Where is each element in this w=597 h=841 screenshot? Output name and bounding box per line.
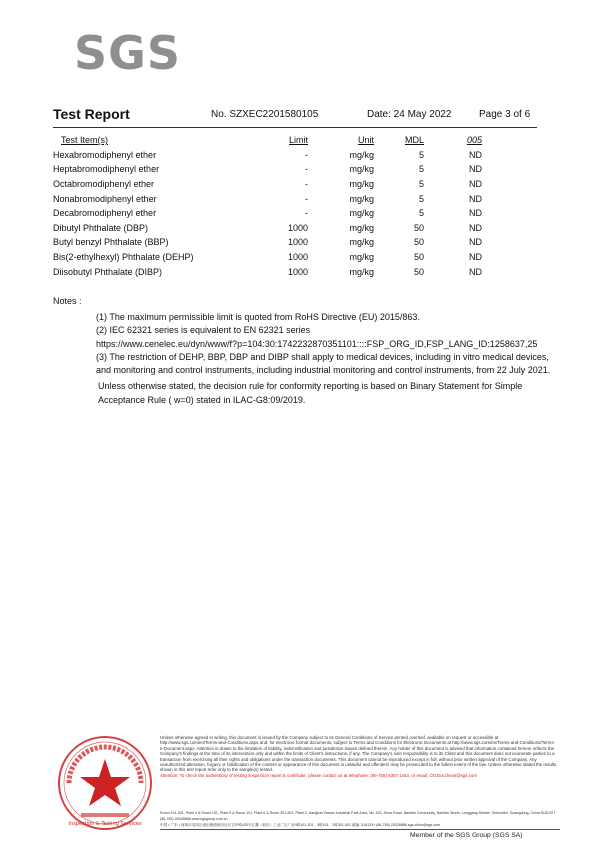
cell-mdl: 50 [413,222,424,233]
cell-item: Decabromodiphenyl ether [53,208,157,219]
report-title: Test Report [53,106,130,122]
header-divider [53,127,537,128]
cell-mdl: 5 [418,208,424,219]
cell-unit: mg/kg [349,179,374,190]
cell-result: ND [469,237,482,248]
report-date: Date: 24 May 2022 [367,109,452,120]
table-row [53,148,482,163]
note-item: (1) The maximum permissible limit is quoted from RoHS Directive (EU) 2015/863. [96,312,420,322]
cell-item: Hexabromodiphenyl ether [53,149,157,160]
cell-mdl: 50 [413,237,424,248]
address-english: Room 101-201, Plant 4 & Room 101, Plant 5 & Room 101, Plant 6 & Room 301-501, Plant 3, Jianghao Baoan Industrial Park Area, No. 430, Jihua Road, Bantian Community, Bantian Street, Longgang District, Shenzhen, Guangdong, China 518129 t (86-755) 25328888 www.sgsgroup.com.cn [160,811,555,821]
cell-limit: 1000 [287,237,308,248]
notes-body [96,311,566,407]
cell-mdl: 50 [413,252,424,263]
table-header-row [53,133,482,148]
table-row [53,162,482,177]
header-test-item: Test Item(s) [61,135,109,146]
cell-result: ND [469,208,482,219]
cell-limit: - [305,149,308,160]
cell-unit: mg/kg [349,266,374,277]
cell-result: ND [469,252,482,263]
footer-divider [160,829,560,830]
cell-unit: mg/kg [349,149,374,160]
table-row [53,177,482,192]
table-row [53,191,482,206]
cell-item: Bis(2-ethylhexyl) Phthalate (DEHP) [53,252,194,263]
cell-limit: 1000 [287,266,308,277]
cell-item: Diisobutyl Phthalate (DIBP) [53,266,163,277]
cell-limit: - [305,208,308,219]
page-number: Page 3 of 6 [479,109,531,120]
header-limit: Limit [288,135,308,146]
table-row [53,206,482,221]
note-item: (2) IEC 62321 series is equivalent to EN 62321 series [96,325,311,336]
cell-result: ND [469,266,482,277]
cell-result: ND [469,164,482,175]
cell-limit: 1000 [287,222,308,233]
cell-result: ND [469,193,482,204]
cell-item: Octabromodiphenyl ether [53,179,155,190]
legal-disclaimer [160,735,558,778]
cell-result: ND [469,149,482,160]
authenticity-contact: Attention: To check the authenticity of testing /inspection report & certificate, please contact us at telephone: (86-755) 8307 1443, or email: CN.Doccheck@sgs.com [160,772,478,778]
cell-unit: mg/kg [349,164,374,175]
cell-item: Butyl benzyl Phthalate (BBP) [53,237,169,248]
notes-heading: Notes : [53,296,82,306]
cell-mdl: 5 [418,179,424,190]
company-address [160,810,560,828]
note-item: (3) The restriction of DEHP, BBP, DBP and DIBP shall apply to medical devices, including in vitro medical devices, and monitoring and control instruments, including industrial monitoring and control instruments, from 22 July 2021. [96,351,551,376]
cell-result: ND [469,222,482,233]
cell-result: ND [469,179,482,190]
table-row [53,264,482,279]
cell-mdl: 50 [413,266,424,277]
cell-unit: mg/kg [349,208,374,219]
note-link[interactable]: https://www.cenelec.eu/dyn/www/f?p=104:30:1742232870351101::::FSP_ORG_ID,FSP_LANG_ID:1258637,25 [96,338,538,349]
cell-mdl: 5 [418,149,424,160]
cell-limit: - [305,193,308,204]
member-statement: Member of the SGS Group (SGS SA) [410,832,523,839]
svg-text:Inspection & Testing Services: Inspection & Testing Services [68,821,142,827]
cell-item: Dibutyl Phthalate (DBP) [53,222,149,233]
cell-limit: - [305,179,308,190]
cell-limit: - [305,164,308,175]
official-seal-stamp [55,733,155,833]
cell-unit: mg/kg [349,193,374,204]
header-unit: Unit [357,135,374,146]
sgs-logo: SGS [74,26,182,80]
header-result: 005 [466,135,482,146]
cell-limit: 1000 [287,252,308,263]
table-row [53,221,482,236]
report-number: No. SZXEC2201580105 [211,109,319,120]
cell-unit: mg/kg [349,252,374,263]
cell-unit: mg/kg [349,222,374,233]
table-row [53,250,482,265]
cell-item: Nonabromodiphenyl ether [53,193,157,204]
decision-rule-note: Unless otherwise stated, the decision rule for conformity reporting is based on Binary Statement for Simple Acceptance Rule ( w=0) stated in ILAC-G8:09/2019. [98,381,523,405]
header-mdl: MDL [404,135,424,146]
report-header [53,108,537,124]
cell-unit: mg/kg [349,237,374,248]
cell-mdl: 5 [418,164,424,175]
results-table [53,133,482,279]
disclaimer-text: Unless otherwise agreed in writing, this document is issued by the Company subject to its General Conditions of Service printed overleaf, available on request or accessible at http://www.sgs.com/en/Terms-and-Conditions.aspx and, for electronic format documents, subject to Terms and Conditions for Electronic Documents at http://www.sgs.com/en/Terms-and-Conditions/Terms-e-Document.aspx. Attention is drawn to the limitation of liability, indemnification and jurisdiction issues defined therein. Any holder of this document is advised that information contained hereon reflects the Company's findings at the time of its intervention only and within the limits of Client's instructions, if any. The Company's sole responsibility is to its Client and this document does not exonerate parties to a transaction from exercising all their rights and obligations under the transaction documents. This document cannot be reproduced except in full, without prior written approval of the Company. Any unauthorized alteration, forgery or falsification of the content or appearance of this document is unlawful and offenders may be prosecuted to the fullest extent of the law. Unless otherwise stated the results shown in this test report refer only to the sample(s) tested. [160,735,557,773]
cell-item: Heptabromodiphenyl ether [53,164,160,175]
table-row [53,235,482,250]
address-chinese: 中国 • 广东 • 深圳市龙岗区坂田街道坂田社区吉华路430号江灏（坂田）工业厂区厂房4栋101-201、3栋101、3栋301-501 邮编: 518129 t (86-755) 25328888 sgs.china@sgs.com [160,823,440,827]
cell-mdl: 5 [418,193,424,204]
